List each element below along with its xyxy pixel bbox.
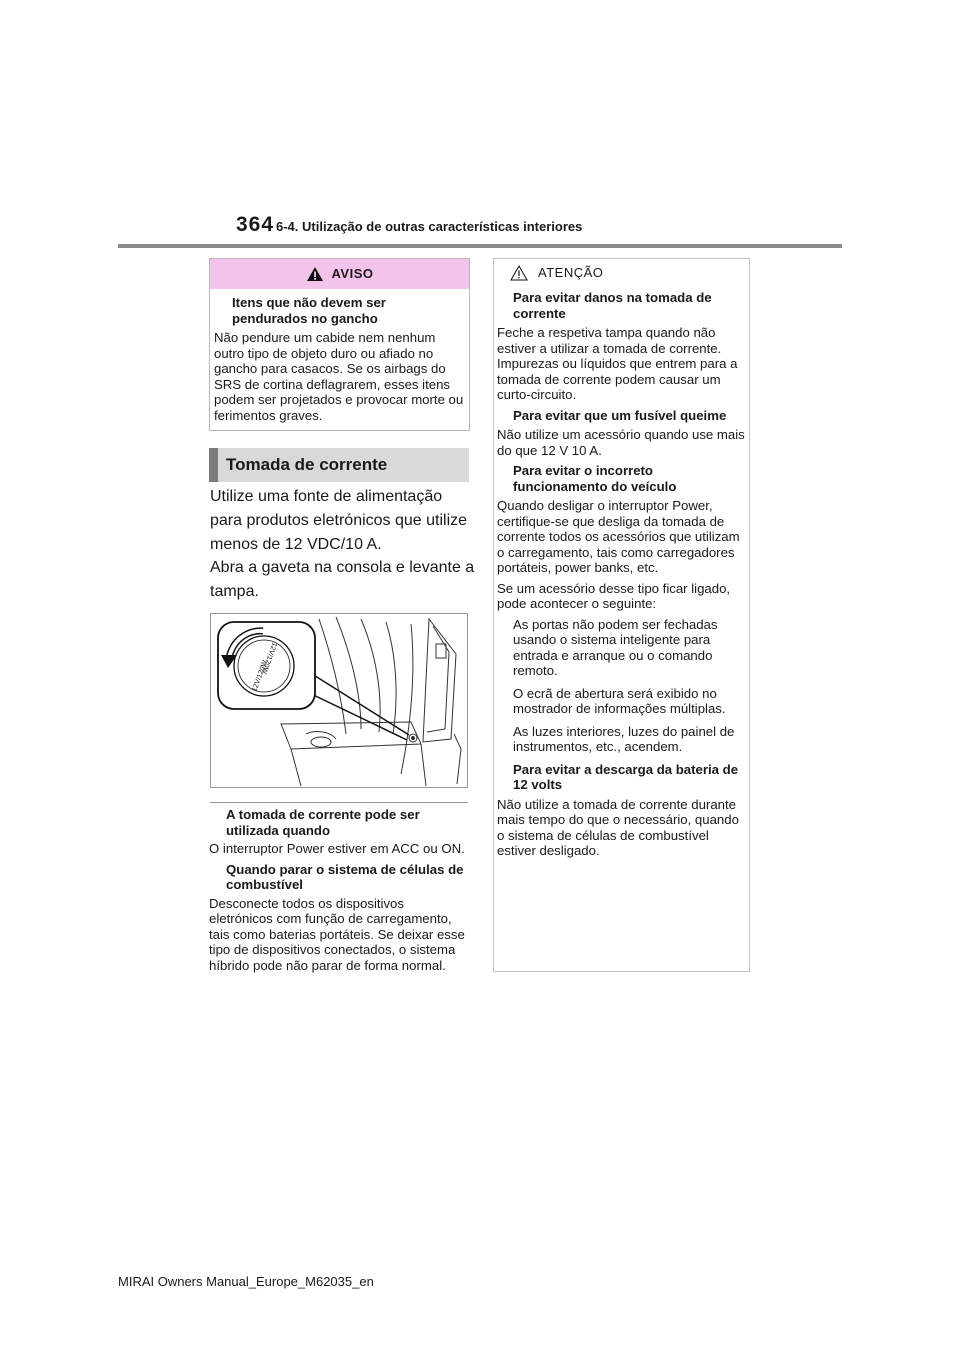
caution-text-3b: Se um acessório desse tipo ficar ligado, pode acontecer o seguinte: <box>497 580 731 611</box>
caution-box <box>493 258 750 972</box>
warning-heading: AVISO <box>331 266 374 282</box>
caution-header <box>494 259 749 287</box>
caution-item-3: As luzes interiores, luzes do painel de instrumentos, etc., acendem. <box>513 723 735 754</box>
notes-text-1: O interruptor Power estiver em ACC ou ON. <box>209 841 465 856</box>
cap-label-bottom: 12V/120W <box>259 641 278 675</box>
console-illustration <box>211 614 467 787</box>
warning-subtitle: Itens que não devem ser pendurados no gancho <box>232 295 386 326</box>
cap-label-top: 12V/120W <box>251 659 270 693</box>
caution-text-3a: Quando desligar o interruptor Power, certifique-se que desliga da tomada de corrente todos os acessórios que utilizam o carregamento, tais como carregadores portáteis, power banks, etc. <box>497 498 740 575</box>
caution-text-2: Não utilize um acessório quando use mais do que 12 V 10 A. <box>497 427 745 458</box>
page-number: 364 <box>236 213 275 236</box>
section-title: 6-4. Utilização de outras características interiores <box>276 219 583 234</box>
power-outlet-figure <box>210 613 468 788</box>
warning-box <box>209 258 470 431</box>
caution-text-4: Não utilize a tomada de corrente durante mais tempo do que o necessário, quando o sistema de células de combustível estiver desligado. <box>497 796 739 858</box>
tomada-para-2: Abra a gaveta na consola e levante a tampa. <box>210 559 475 600</box>
caution-subtitle-2: Para evitar que um fusível queime <box>513 407 727 423</box>
warning-icon <box>306 266 324 282</box>
header-rule <box>118 244 842 248</box>
caution-item-2: O ecrã de abertura será exibido no mostrador de informações múltiplas. <box>513 685 726 716</box>
caution-subtitle-1: Para evitar danos na tomada de corrente <box>513 290 712 321</box>
footer-text: MIRAI Owners Manual_Europe_M62035_en <box>118 1274 374 1289</box>
warning-text: Não pendure um cabide nem nenhum outro tipo de objeto duro ou afiado no gancho para casacos. Se os airbags do SRS de cortina deflagrarem, esses itens podem ser projetados e provocar morte ou ferimentos graves. <box>214 330 464 423</box>
caution-subtitle-4: Para evitar a descarga da bateria de 12 volts <box>513 761 739 792</box>
warning-header <box>210 259 469 289</box>
tomada-para-1: Utilize uma fonte de alimentação para produtos eletrónicos que utilize menos de 12 VDC/10 A. <box>210 488 468 553</box>
notes-subtitle-2: Quando parar o sistema de células de combustível <box>226 861 464 892</box>
caution-item-1: As portas não podem ser fechadas usando o sistema inteligente para entrada e arranque ou o comando remoto. <box>513 616 718 678</box>
notes-subtitle-1: A tomada de corrente pode ser utilizada quando <box>226 807 420 838</box>
figure-rule <box>210 802 468 803</box>
notes-text-2: Desconecte todos os dispositivos eletrónicos com função de carregamento, tais como baterias portáteis. Se deixar esse tipo de dispositivos conectados, o sistema híbrido pode não parar de forma normal. <box>209 895 465 973</box>
caution-text-1: Feche a respetiva tampa quando não estiver a utilizar a tomada de corrente. Impurezas ou líquidos que entrem para a tomada de corrente podem causar um curto-circuito. <box>497 325 738 402</box>
tomada-heading: Tomada de corrente <box>209 448 469 482</box>
caution-icon <box>510 265 528 281</box>
caution-subtitle-3: Para evitar o incorreto funcionamento do veículo <box>513 463 677 494</box>
notes-section <box>209 807 471 978</box>
caution-heading: ATENÇÃO <box>538 265 604 281</box>
